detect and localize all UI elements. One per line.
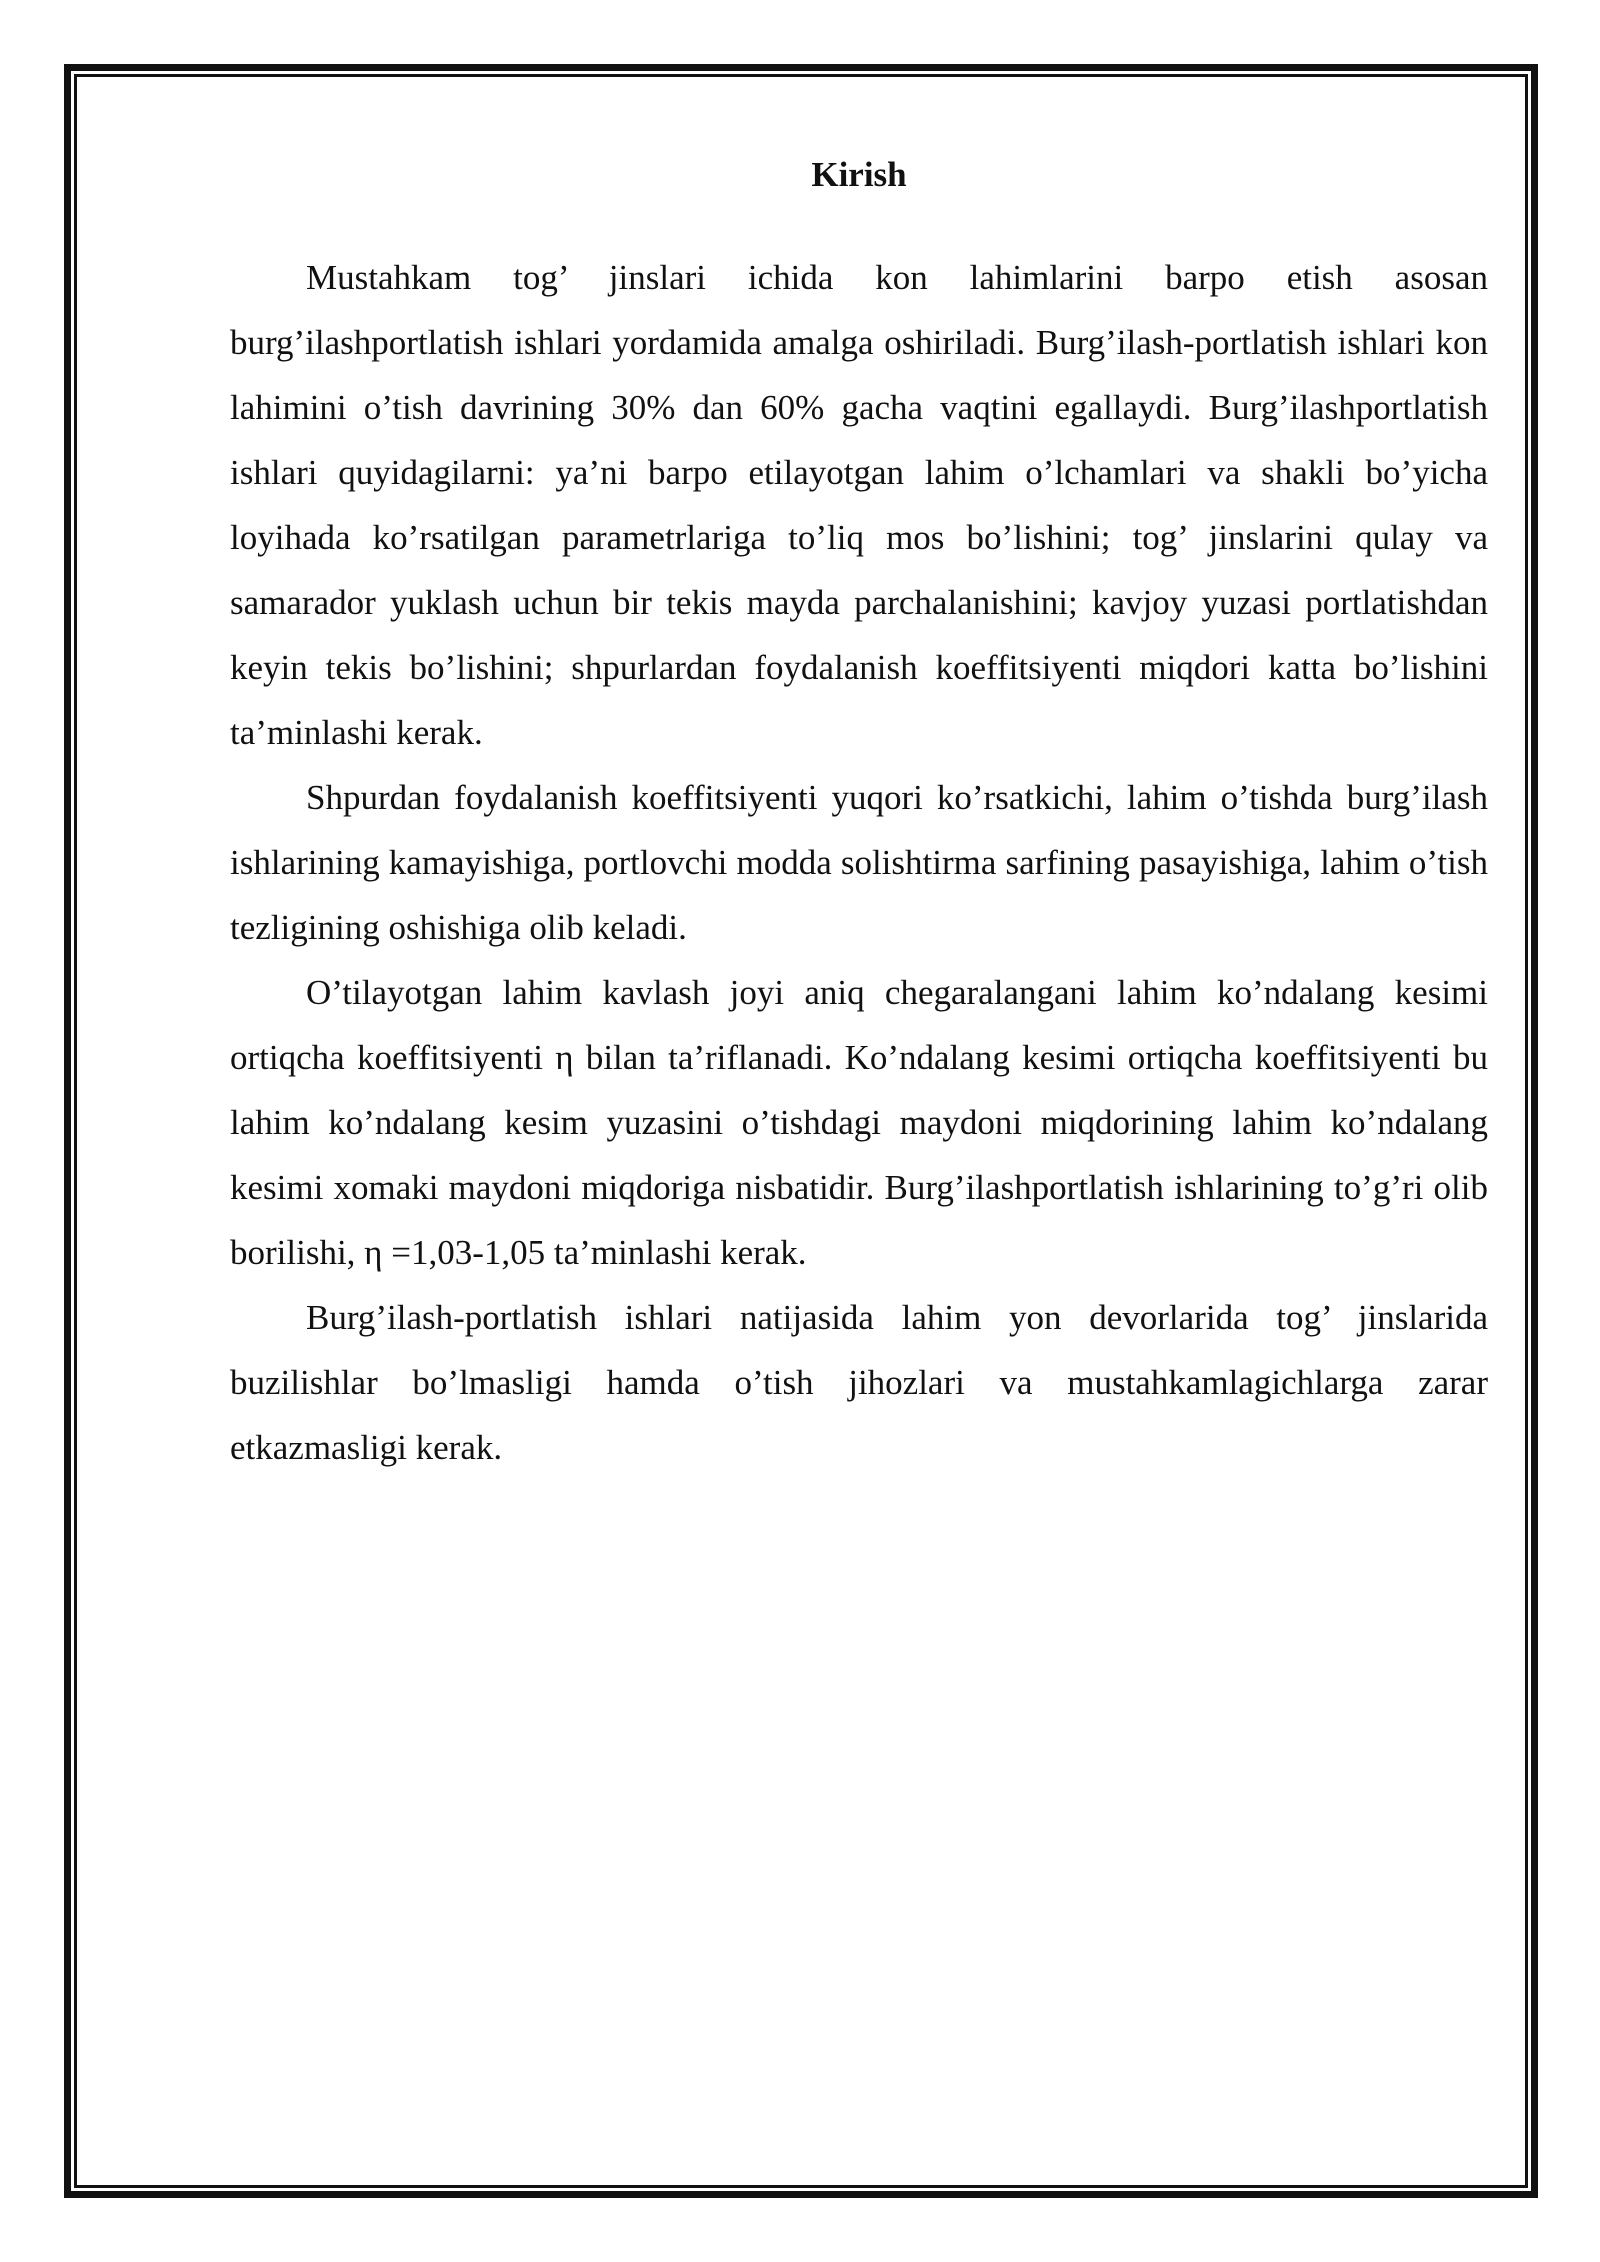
paragraph-1: Mustahkam tog’ jinslari ichida kon lahimlarini barpo etish asosan burg’ilashportlatish ishlari yordamida amalga oshiriladi. Burg’ilash-portlatish ishlari kon lahimini o’tish davrining 30% dan 60% gacha vaqtini egallaydi. Burg’ilashportlatish ishlari quyidagilarni: ya’ni barpo etilayotgan lahim o’lchamlari va shakli bo’yicha loyihada ko’rsatilgan parametrlariga to’liq mos bo’lishini; tog’ jinslarini qulay va samarador yuklash uchun bir tekis mayda parchalanishini; kavjoy yuzasi portlatishdan keyin tekis bo’lishini; shpurlardan foydalanish koeffitsiyenti miqdori katta bo’lishini ta’minlashi kerak. (230, 258, 1488, 752)
page-title: Kirish (811, 155, 907, 194)
page-content (230, 145, 1488, 1480)
paragraph-3: O’tilayotgan lahim kavlash joyi aniq chegaralangani lahim ko’ndalang kesimi ortiqcha koeffitsiyenti η bilan ta’riflanadi. Ko’ndalang kesimi ortiqcha koeffitsiyenti bu lahim ko’ndalang kesim yuzasini o’tishdagi maydoni miqdorining lahim ko’ndalang kesimi xomaki maydoni miqdoriga nisbatidir. Burg’ilashportlatish ishlarining to’g’ri olib borilishi, η =1,03-1,05 ta’minlashi kerak. (230, 973, 1488, 1272)
paragraph-2: Shpurdan foydalanish koeffitsiyenti yuqori ko’rsatkichi, lahim o’tishda burg’ilash ishlarining kamayishiga, portlovchi modda solishtirma sarfining pasayishiga, lahim o’tish tezligining oshishiga olib keladi. (230, 778, 1488, 947)
paragraph-4: Burg’ilash-portlatish ishlari natijasida lahim yon devorlarida tog’ jinslarida buzilishlar bo’lmasligi hamda o’tish jihozlari va mustahkamlagichlarga zarar etkazmasligi kerak. (230, 1298, 1488, 1467)
